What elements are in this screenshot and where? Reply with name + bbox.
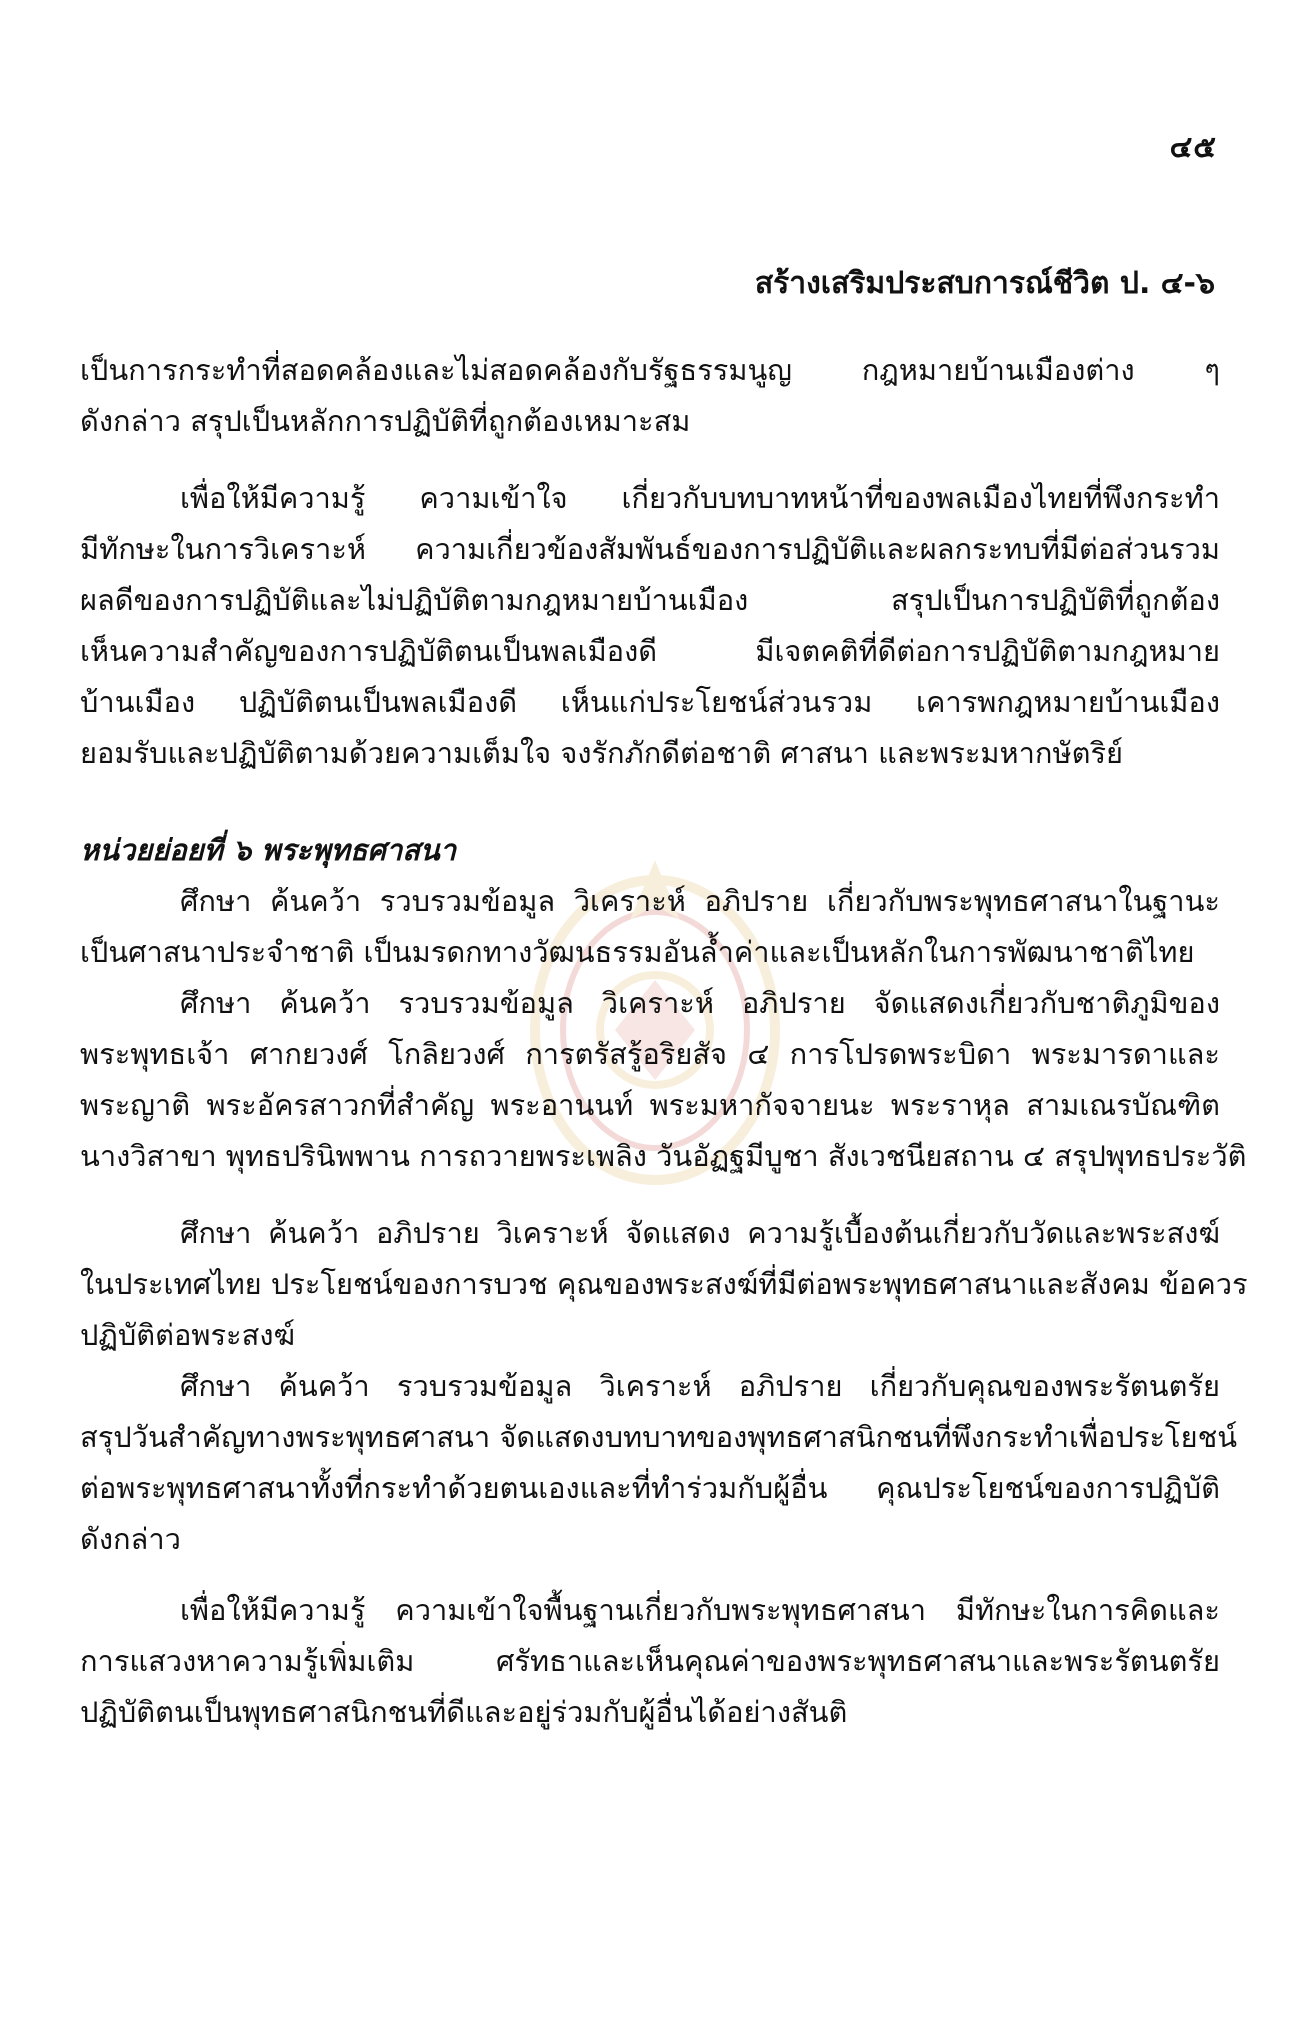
unit-p2-line-3: พระญาติ พระอัครสาวกที่สำคัญ พระอานนท์ พระมหากัจจายนะ พระราหุล สามเณรบัณฑิต bbox=[80, 1088, 1220, 1122]
unit-p3-line-2: ในประเทศไทย ประโยชน์ของการบวช คุณของพระสงฆ์ที่มีต่อพระพุทธศาสนาและสังคม ข้อควร bbox=[80, 1267, 1248, 1301]
unit-p2-line-2: พระพุทธเจ้า ศากยวงศ์ โกลิยวงศ์ การตรัสรู้อริยสัจ ๔ การโปรดพระบิดา พระมารดาและ bbox=[80, 1037, 1220, 1071]
unit-paragraph-5 bbox=[80, 1585, 1220, 1738]
intro-paragraph bbox=[80, 345, 1220, 447]
unit-p5-line-3: ปฏิบัติตนเป็นพุทธศาสนิกชนที่ดีและอยู่ร่วมกับผู้อื่นได้อย่างสันติ bbox=[80, 1695, 848, 1729]
unit-p5-line-1: เพื่อให้มีความรู้ ความเข้าใจพื้นฐานเกี่ยวกับพระพุทธศาสนา มีทักษะในการคิดและ bbox=[180, 1593, 1220, 1627]
unit-p2-line-4: นางวิสาขา พุทธปรินิพพาน การถวายพระเพลิง วันอัฏฐมีบูชา สังเวชนียสถาน ๔ สรุปพุทธประวัติ bbox=[80, 1139, 1247, 1173]
unit-paragraph-3 bbox=[80, 1208, 1248, 1361]
objective-paragraph bbox=[80, 473, 1220, 779]
objective-line-4: เห็นความสำคัญของการปฏิบัติตนเป็นพลเมืองดี มีเจตคติที่ดีต่อการปฏิบัติตามกฎหมาย bbox=[80, 634, 1220, 668]
page-number: ๔๕ bbox=[1169, 130, 1217, 165]
objective-line-2: มีทักษะในการวิเคราะห์ ความเกี่ยวข้องสัมพันธ์ของการปฏิบัติและผลกระทบที่มีต่อส่วนรวม bbox=[80, 532, 1220, 566]
objective-line-1: เพื่อให้มีความรู้ ความเข้าใจ เกี่ยวกับบทบาทหน้าที่ของพลเมืองไทยที่พึงกระทำ bbox=[180, 481, 1220, 515]
intro-line-1: เป็นการกระทำที่สอดคล้องและไม่สอดคล้องกับรัฐธรรมนูญ กฎหมายบ้านเมืองต่าง ๆ bbox=[80, 353, 1220, 387]
unit-p1-line-1: ศึกษา ค้นคว้า รวบรวมข้อมูล วิเคราะห์ อภิปราย เกี่ยวกับพระพุทธศาสนาในฐานะ bbox=[180, 884, 1220, 918]
unit-p4-line-3: ต่อพระพุทธศาสนาทั้งที่กระทำด้วยตนเองและที่ทำร่วมกับผู้อื่น คุณประโยชน์ของการปฏิบัติ bbox=[80, 1471, 1220, 1505]
unit-p4-line-2: สรุปวันสำคัญทางพระพุทธศาสนา จัดแสดงบทบาทของพุทธศาสนิกชนที่พึงกระทำเพื่อประโยชน์ bbox=[80, 1420, 1238, 1454]
unit-paragraph-1 bbox=[80, 876, 1220, 978]
unit-paragraph-2 bbox=[80, 978, 1247, 1182]
objective-line-6: ยอมรับและปฏิบัติตามด้วยความเต็มใจ จงรักภักดีต่อชาติ ศาสนา และพระมหากษัตริย์ bbox=[80, 736, 1124, 770]
unit-p3-line-3: ปฏิบัติต่อพระสงฆ์ bbox=[80, 1318, 296, 1352]
intro-line-2: ดังกล่าว สรุปเป็นหลักการปฏิบัติที่ถูกต้องเหมาะสม bbox=[80, 404, 691, 438]
unit-paragraph-4 bbox=[80, 1361, 1238, 1565]
document-body bbox=[80, 345, 1248, 1738]
running-header: สร้างเสริมประสบการณ์ชีวิต ป. ๔-๖ bbox=[754, 266, 1215, 301]
unit-p1-line-2: เป็นศาสนาประจำชาติ เป็นมรดกทางวัฒนธรรมอันล้ำค่าและเป็นหลักในการพัฒนาชาติไทย bbox=[80, 935, 1195, 969]
unit-p5-line-2: การแสวงหาความรู้เพิ่มเติม ศรัทธาและเห็นคุณค่าของพระพุทธศาสนาและพระรัตนตรัย bbox=[80, 1644, 1220, 1678]
objective-line-3: ผลดีของการปฏิบัติและไม่ปฏิบัติตามกฎหมายบ้านเมือง สรุปเป็นการปฏิบัติที่ถูกต้อง bbox=[80, 583, 1220, 617]
unit-p2-line-1: ศึกษา ค้นคว้า รวบรวมข้อมูล วิเคราะห์ อภิปราย จัดแสดงเกี่ยวกับชาติภูมิของ bbox=[180, 986, 1220, 1020]
objective-line-5: บ้านเมือง ปฏิบัติตนเป็นพลเมืองดี เห็นแก่ประโยชน์ส่วนรวม เคารพกฎหมายบ้านเมือง bbox=[80, 685, 1220, 719]
unit-heading: หน่วยย่อยที่ ๖ พระพุทธศาสนา bbox=[80, 833, 457, 867]
unit-p3-line-1: ศึกษา ค้นคว้า อภิปราย วิเคราะห์ จัดแสดง ความรู้เบื้องต้นเกี่ยวกับวัดและพระสงฆ์ bbox=[180, 1216, 1220, 1250]
unit-p4-line-4: ดังกล่าว bbox=[80, 1522, 181, 1556]
unit-p4-line-1: ศึกษา ค้นคว้า รวบรวมข้อมูล วิเคราะห์ อภิปราย เกี่ยวกับคุณของพระรัตนตรัย bbox=[180, 1369, 1220, 1403]
